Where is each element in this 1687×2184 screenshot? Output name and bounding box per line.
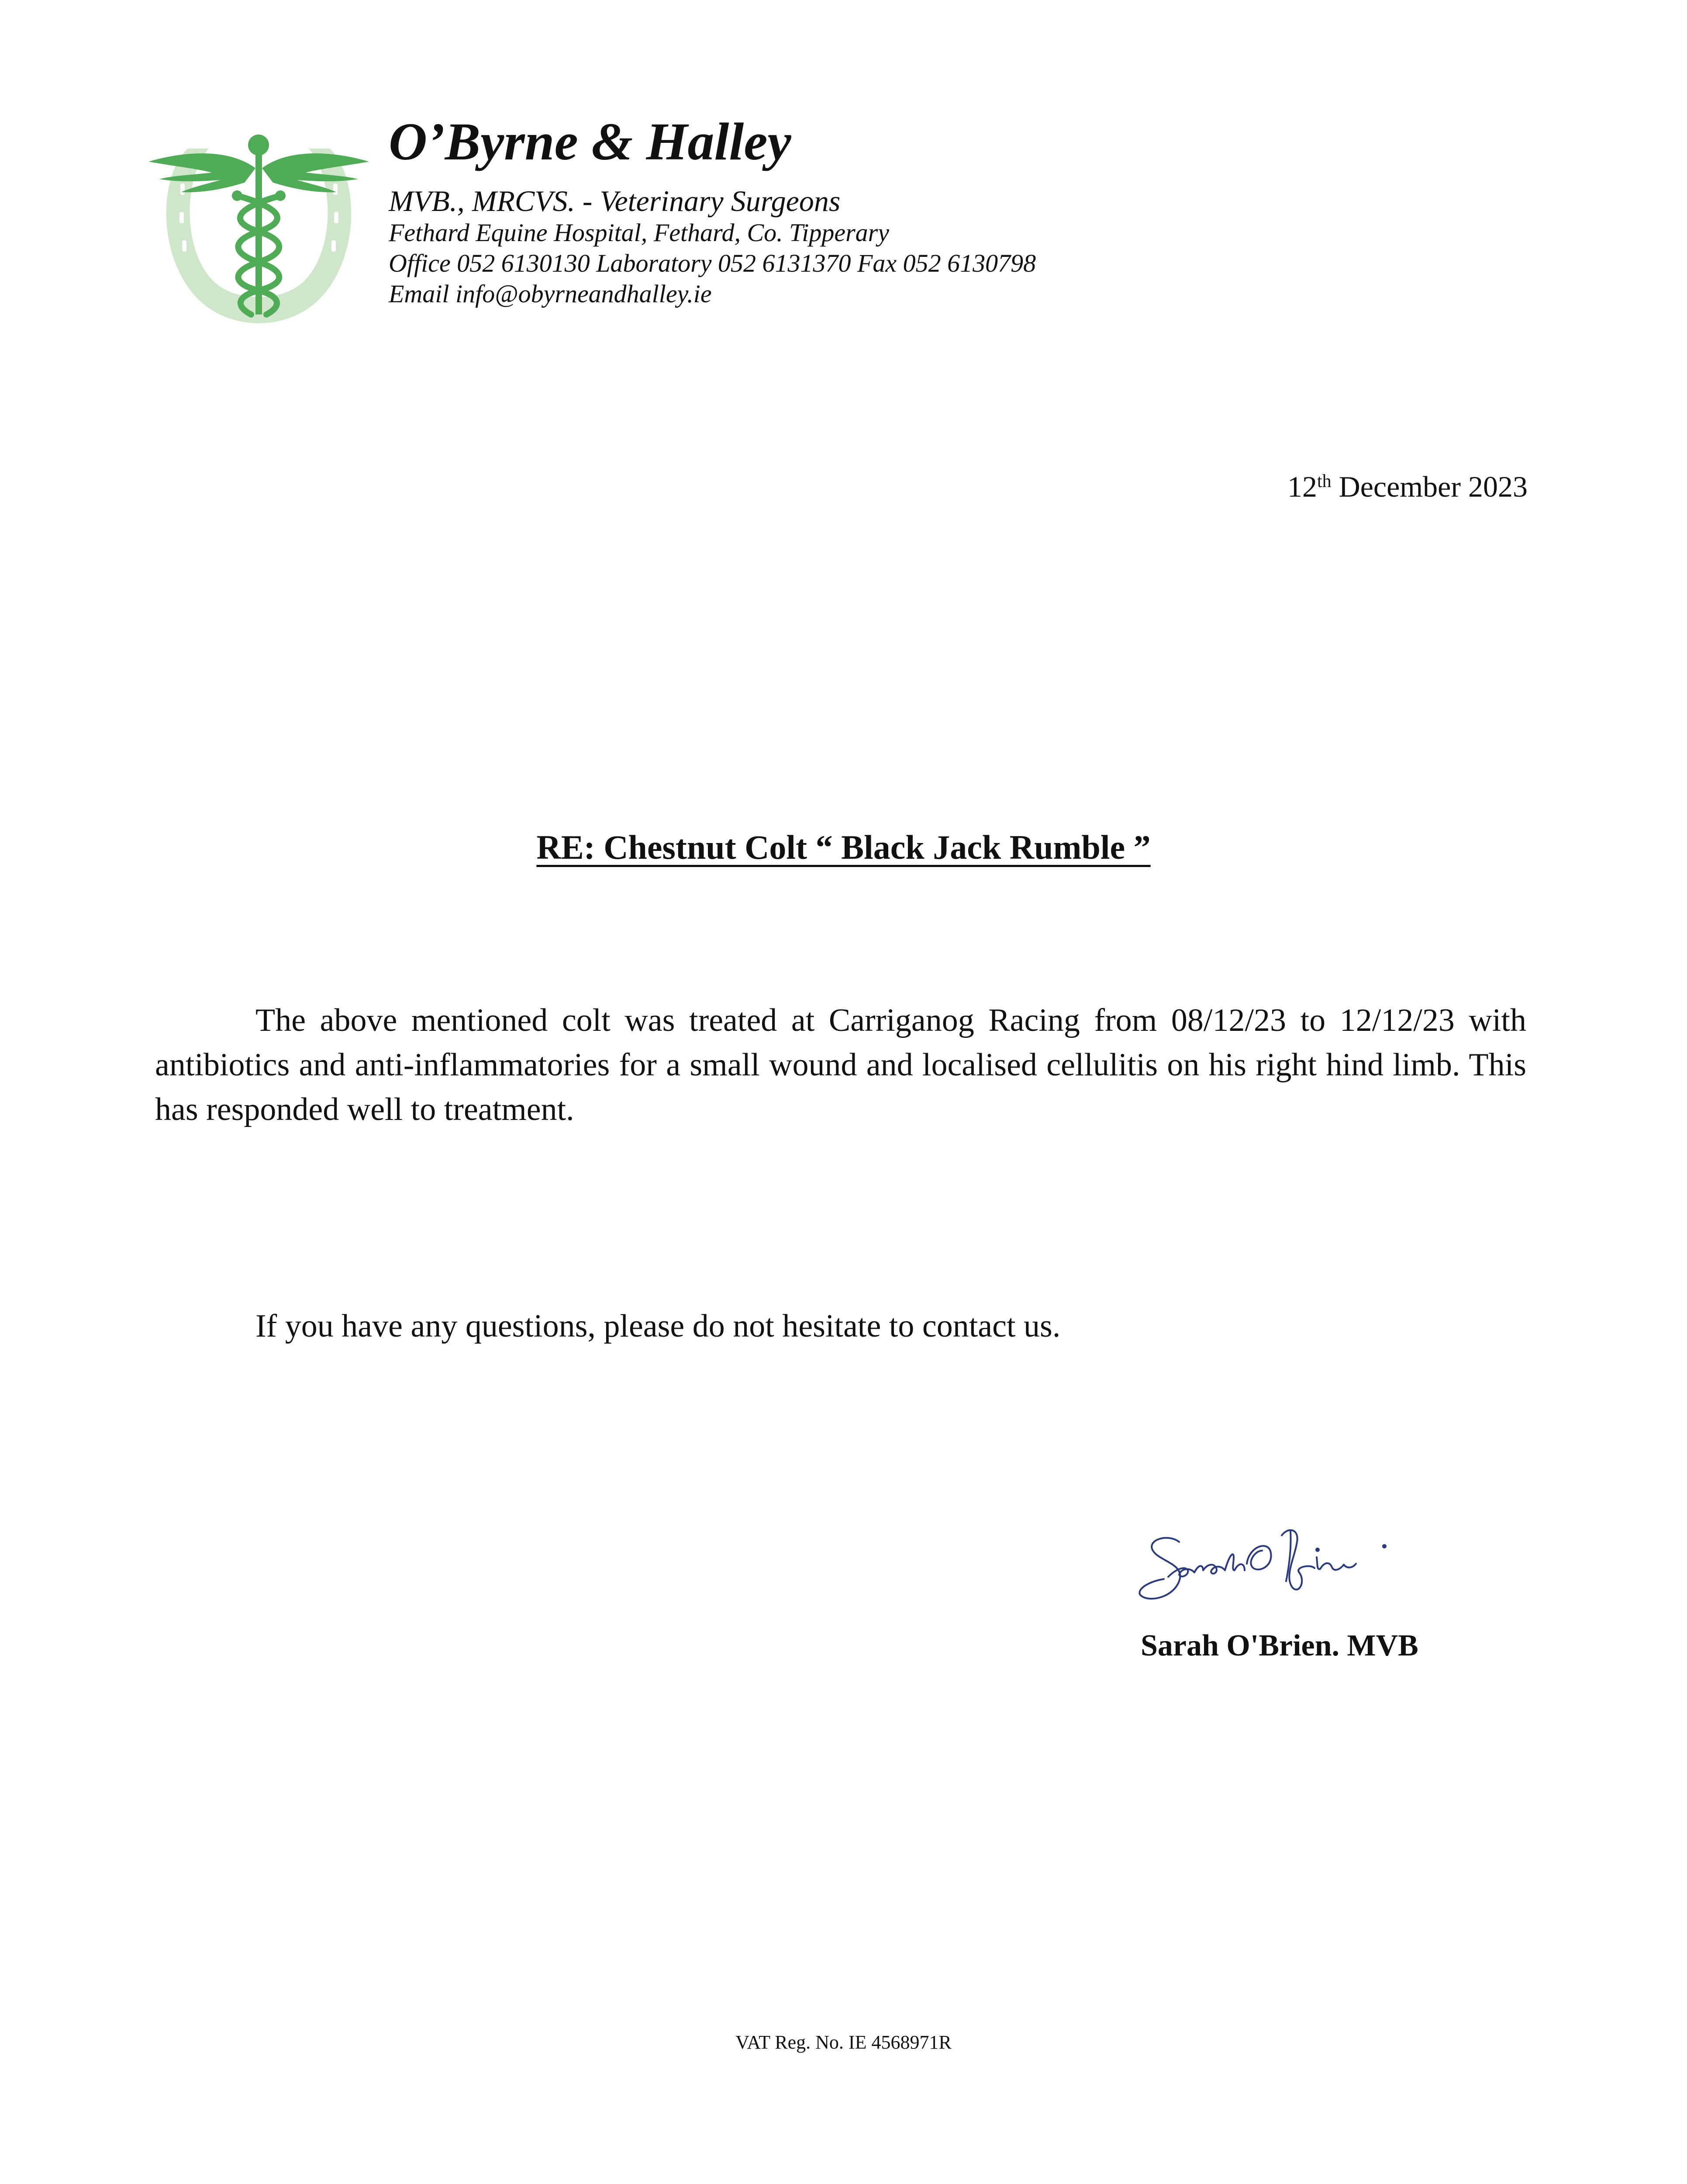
letter-date [1287,470,1528,504]
letterhead [389,111,1437,309]
date-day: 12 [1287,470,1317,503]
firm-name: O’Byrne & Halley [389,112,791,171]
firm-phones: Office 052 6130130 Laboratory 052 6131370 Fax 052 6130798 [389,249,1036,278]
firm-qualifications: MVB., MRCVS. - Veterinary Surgeons [389,184,841,218]
date-suffix: th [1317,471,1332,491]
footer-vat-number: VAT Reg. No. IE 4568971R [735,2032,952,2053]
letter-subject: RE: Chestnut Colt “ Black Jack Rumble ” [536,828,1151,866]
handwritten-signature-icon [1138,1516,1430,1616]
firm-address: Fethard Equine Hospital, Fethard, Co. Tipperary [389,218,889,247]
logo-caduceus-icon [146,131,371,328]
firm-email: Email info@obyrneandhalley.ie [389,280,712,308]
date-month-year: December 2023 [1331,470,1528,503]
body-paragraph-1: The above mentioned colt was treated at Carriganog Racing from 08/12/23 to 12/12/23 with antibiotics and anti-inflammatories for a small wound and localised cellulitis on his right hind limb. This has responded well to treatment. [155,1002,1526,1127]
signatory-name: Sarah O'Brien. MVB [1141,1629,1418,1662]
body-paragraph-2: If you have any questions, please do not hesitate to contact us. [255,1308,1061,1344]
